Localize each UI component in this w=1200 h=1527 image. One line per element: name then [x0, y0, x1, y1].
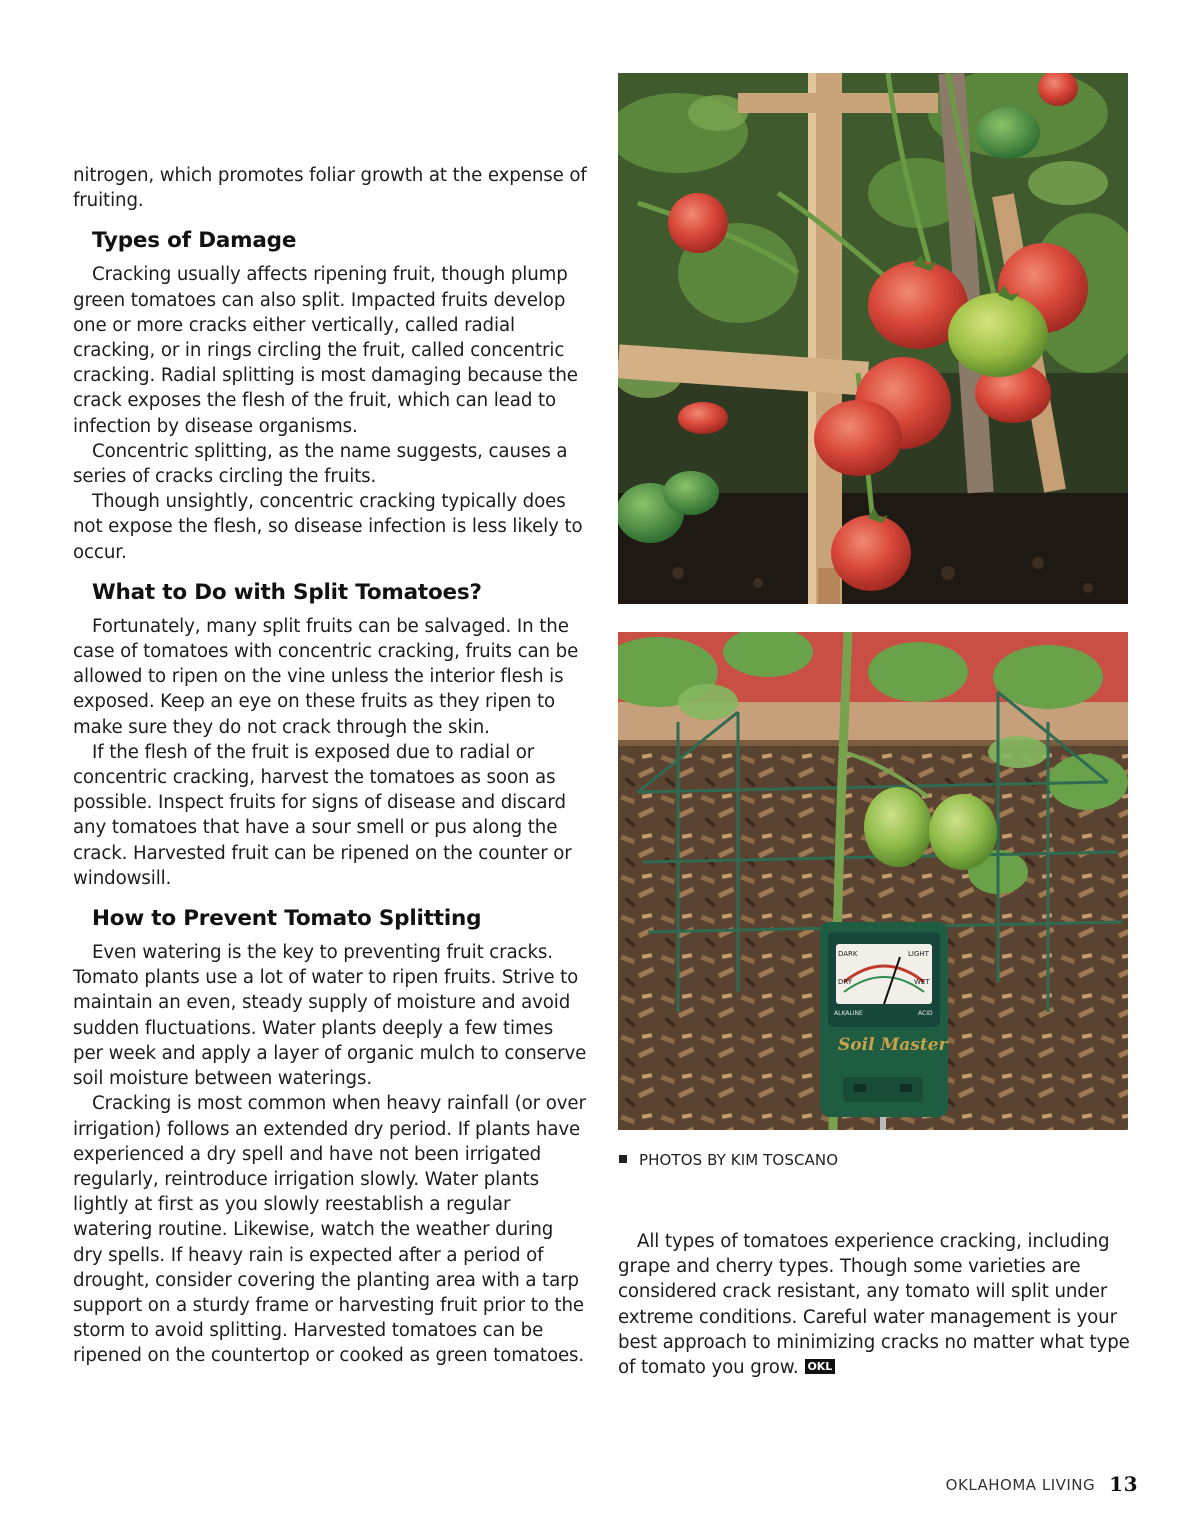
meter-label-wet: WET: [914, 978, 930, 986]
meter-label-alkaline: ALKALINE: [834, 1010, 863, 1017]
meter-label-dry: DRY: [838, 978, 853, 986]
intro-paragraph: nitrogen, which promotes foliar growth at the expense of fruiting.: [73, 165, 587, 212]
left-column: [73, 163, 588, 1369]
meter-label-light: LIGHT: [908, 950, 929, 958]
publication-name: OKLAHOMA LIVING: [945, 1476, 1096, 1494]
photo-credit-text: PHOTOS BY KIM TOSCANO: [639, 1151, 839, 1169]
heading-what-to-do: What to Do with Split Tomatoes?: [92, 579, 482, 605]
credit-square-icon: [619, 1155, 627, 1163]
heading-types-of-damage: Types of Damage: [92, 228, 297, 254]
soil-meter-illustration: [618, 632, 1128, 1130]
paragraph: Concentric splitting, as the name suggests, causes a series of cracks circling the fruits.: [73, 440, 568, 488]
photo-credit: [619, 1150, 838, 1170]
heading-how-to-prevent: How to Prevent Tomato Splitting: [92, 906, 482, 932]
photo-ripening-tomatoes: [618, 73, 1128, 604]
paragraph: Though unsightly, concentric cracking typically does not expose the flesh, so disease infection is less likely to occur.: [73, 491, 583, 563]
paragraph: Cracking is most common when heavy rainfall (or over irrigation) follows an extended dry period. If plants have experienced a dry spell and have not been irrigated regularly, reintroduce irrigation slowly. Water plants lightly at first as you slowly reestablish a regular watering routine. Likewise, watch the weather during dry spells. If heavy rain is expected after a period of drought, consider covering the planting area with a tarp support on a sturdy frame or harvesting fruit prior to the storm to avoid splitting. Harvested tomatoes can be ripened on the countertop or cooked as green tomatoes.: [73, 1093, 586, 1367]
paragraph: If the flesh of the fruit is exposed due to radial or concentric cracking, harvest the tomatoes as soon as possible. Inspect fruits for signs of disease and discard any tomatoes that have a sour smell or pus along the crack. Harvested fruit can be ripened on the counter or windowsill.: [73, 741, 572, 889]
page-number: 13: [1109, 1472, 1138, 1496]
page-footer: [946, 1472, 1138, 1496]
paragraph: Fortunately, many split fruits can be salvaged. In the case of tomatoes with concentric cracking, fruits can be allowed to ripen on the vine unless the interior flesh is exposed. Keep an eye on these fruits as they ripen to make sure they do not crack through the skin.: [73, 615, 579, 738]
photo-green-tomatoes-soil-meter: [618, 632, 1128, 1130]
right-column: [618, 1229, 1133, 1380]
okl-end-mark-icon: OKL: [805, 1359, 836, 1374]
paragraph: Cracking usually affects ripening fruit, though plump green tomatoes can also split. Impacted fruits develop one or more cracks either vertically, called radial cracking, or in rings circling the fruit, called concentric cracking. Radial splitting is most damaging because the crack exposes the flesh of the fruit, which can lead to infection by disease organisms.: [73, 264, 578, 437]
tomato-plant-illustration: [618, 73, 1128, 604]
paragraph: Even watering is the key to preventing fruit cracks. Tomato plants use a lot of water to ripen fruits. Strive to maintain an even, steady supply of moisture and avoid sudden fluctuations. Water plants deeply a few times per week and apply a layer of organic mulch to conserve soil moisture between waterings.: [73, 942, 587, 1090]
closing-text: All types of tomatoes experience cracking, including grape and cherry types. Though some varieties are considered crack resistant, any tomato will split under extreme conditions. Careful water management is your best approach to minimizing cracks no matter what type of tomato you grow.: [618, 1231, 1130, 1379]
meter-label-acid: ACID: [918, 1010, 933, 1017]
meter-brand-logo: Soil Master: [838, 1035, 948, 1055]
closing-paragraph: [618, 1229, 1133, 1380]
meter-label-dark: DARK: [838, 950, 858, 958]
